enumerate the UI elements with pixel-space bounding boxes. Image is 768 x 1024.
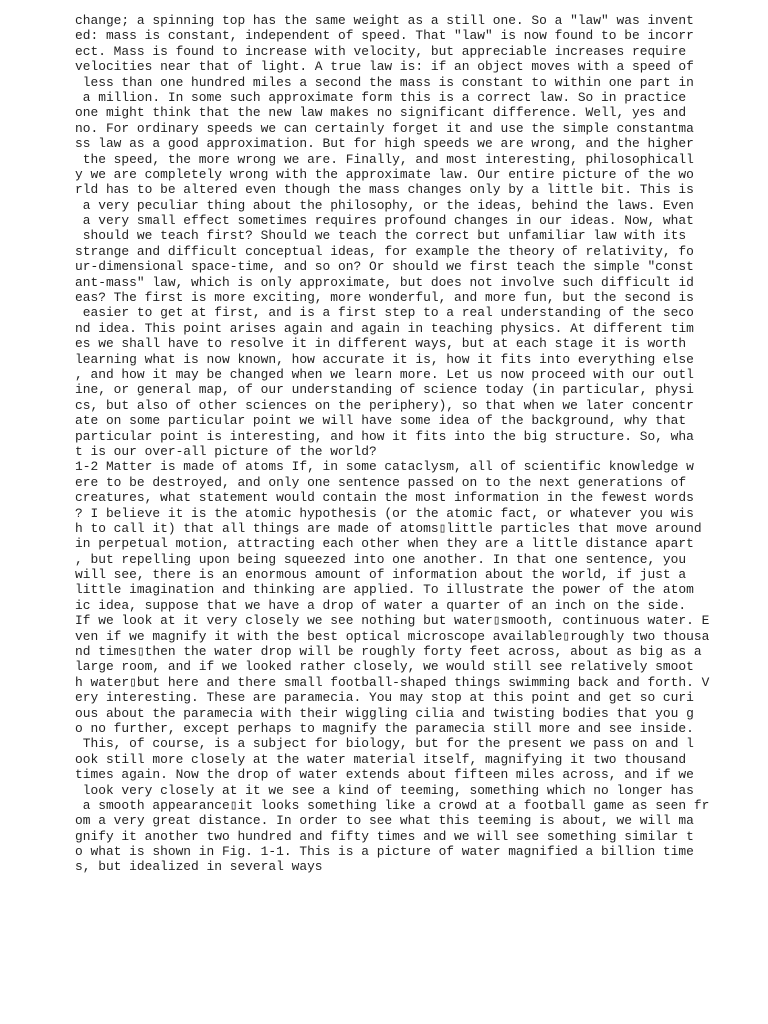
text-line: ery interesting. These are paramecia. You may stop at this point and get so curi: [75, 690, 694, 706]
text-line: change; a spinning top has the same weight as a still one. So a "law" was invent: [75, 13, 694, 28]
text-line: a smooth appearance▯it looks something like a crowd at a football game as seen fr: [75, 797, 710, 813]
text-line: ect. Mass is found to increase with velocity, but appreciable increases require: [75, 43, 687, 59]
text-line: eas? The first is more exciting, more wonderful, and more fun, but the second is: [75, 290, 694, 306]
text-line: om a very great distance. In order to see what this teeming is about, we will ma: [75, 813, 694, 829]
text-line: the speed, the more wrong we are. Finally, and most interesting, philosophicall: [75, 151, 694, 167]
text-line: If we look at it very closely we see nothing but water▯smooth, continuous water. E: [75, 613, 710, 629]
text-line: should we teach first? Should we teach the correct but unfamiliar law with its: [75, 228, 687, 244]
text-line: h to call it) that all things are made of atoms▯little particles that move around: [75, 520, 702, 536]
text-line: ant-mass" law, which is only approximate, but does not involve such difficult id: [75, 274, 694, 290]
text-line: a very small effect sometimes requires profound changes in our ideas. Now, what: [75, 213, 694, 229]
text-line: learning what is now known, how accurate it is, how it fits into everything else: [75, 351, 694, 367]
text-line: ere to be destroyed, and only one sentence passed on to the next generations of: [75, 474, 687, 490]
text-line: ed: mass is constant, independent of speed. That "law" is now found to be incorr: [75, 28, 694, 44]
text-line: ous about the paramecia with their wiggling cilia and twisting bodies that you g: [75, 705, 694, 721]
text-line: nd idea. This point arises again and again in teaching physics. At different tim: [75, 320, 694, 336]
text-line: will see, there is an enormous amount of information about the world, if just a: [75, 567, 687, 583]
text-line: ate on some particular point we will have some idea of the background, why that: [75, 413, 687, 429]
text-line: cs, but also of other sciences on the periphery), so that when we later concentr: [75, 397, 694, 413]
text-line: ine, or general map, of our understanding of science today (in particular, physi: [75, 382, 694, 398]
text-line: ur-dimensional space-time, and so on? Or should we first teach the simple "const: [75, 259, 694, 275]
text-line: creatures, what statement would contain the most information in the fewest words: [75, 490, 694, 506]
text-line: easier to get at first, and is a first step to a real understanding of the seco: [75, 305, 694, 321]
text-line: a very peculiar thing about the philosophy, or the ideas, behind the laws. Even: [75, 197, 694, 213]
text-line: a million. In some such approximate form this is a correct law. So in practice: [75, 89, 687, 105]
text-line: nd times▯then the water drop will be roughly forty feet across, about as big as a: [75, 644, 702, 660]
text-line: ? I believe it is the atomic hypothesis (or the atomic fact, or whatever you wis: [75, 505, 694, 521]
text-line: strange and difficult conceptual ideas, for example the theory of relativity, fo: [75, 243, 694, 259]
text-line: t is our over-all picture of the world?: [75, 443, 377, 459]
text-line: s, but idealized in several ways: [75, 859, 323, 875]
text-line: ven if we magnify it with the best optical microscope available▯roughly two thousa: [75, 628, 710, 644]
text-line: times again. Now the drop of water extends about fifteen miles across, and if we: [75, 767, 694, 783]
text-line: ook still more closely at the water material itself, magnifying it two thousand: [75, 751, 687, 767]
text-line: less than one hundred miles a second the mass is constant to within one part in: [75, 74, 694, 90]
text-line: This, of course, is a subject for biology, but for the present we pass on and l: [75, 736, 694, 752]
text-line: o what is shown in Fig. 1-1. This is a picture of water magnified a billion time: [75, 844, 694, 860]
text-line: one might think that the new law makes no significant difference. Well, yes and: [75, 105, 687, 121]
text-line: look very closely at it we see a kind of teeming, something which no longer has: [75, 782, 694, 798]
text-line: h water▯but here and there small football-shaped things swimming back and forth. V: [75, 674, 710, 690]
text-line: es we shall have to resolve it in different ways, but at each stage it is worth: [75, 336, 687, 352]
text-line: ic idea, suppose that we have a drop of water a quarter of an inch on the side.: [75, 597, 687, 613]
text-line: , but repelling upon being squeezed into one another. In that one sentence, you: [75, 551, 687, 567]
text-line: y we are completely wrong with the approximate law. Our entire picture of the wo: [75, 166, 694, 182]
text-line: rld has to be altered even though the mass changes only by a little bit. This is: [75, 182, 694, 198]
text-line: in perpetual motion, attracting each other when they are a little distance apart: [75, 536, 694, 552]
text-line: ss law as a good approximation. But for high speeds we are wrong, and the higher: [75, 136, 694, 152]
text-line: little imagination and thinking are applied. To illustrate the power of the atom: [75, 582, 694, 598]
text-line: particular point is interesting, and how it fits into the big structure. So, wha: [75, 428, 694, 444]
text-line: large room, and if we looked rather closely, we would still see relatively smoot: [75, 659, 694, 675]
text-line: , and how it may be changed when we learn more. Let us now proceed with our outl: [75, 366, 694, 382]
text-line: 1-2 Matter is made of atoms If, in some cataclysm, all of scientific knowledge w: [75, 459, 694, 475]
text-line: gnify it another two hundred and fifty times and we will see something similar t: [75, 828, 694, 844]
text-line: velocities near that of light. A true law is: if an object moves with a speed of: [75, 59, 694, 75]
text-line: no. For ordinary speeds we can certainly forget it and use the simple constantma: [75, 120, 694, 136]
text-line: o no further, except perhaps to magnify the paramecia still more and see inside.: [75, 720, 694, 736]
document-page: [75, 13, 710, 875]
